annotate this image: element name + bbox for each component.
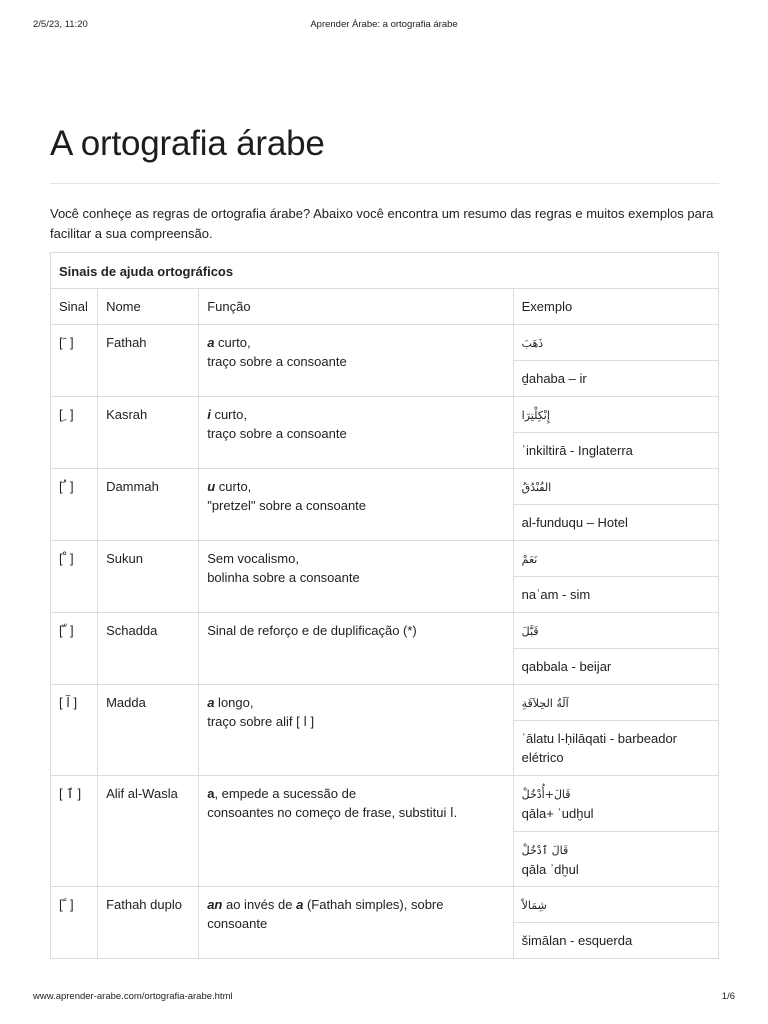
function-line2: traço sobre alif [ ا ] bbox=[207, 714, 315, 729]
sign-cell: [ َ ] bbox=[51, 325, 98, 397]
function-line2: traço sobre a consoante bbox=[207, 354, 347, 369]
sign-cell: [ ِ ] bbox=[51, 397, 98, 469]
function-bold: i bbox=[207, 407, 211, 422]
function-text: , empede a sucessão de bbox=[214, 786, 357, 801]
function-bold: a bbox=[207, 786, 215, 801]
example-transliteration: al-funduqu – Hotel bbox=[513, 505, 718, 541]
table-row bbox=[51, 613, 719, 649]
function-line2: "pretzel" sobre a consoante bbox=[207, 498, 367, 513]
print-date: 2/5/23, 11:20 bbox=[33, 19, 88, 30]
header-example: Exemplo bbox=[513, 289, 718, 325]
name-cell: Madda bbox=[98, 685, 199, 776]
table-caption-row bbox=[51, 253, 719, 289]
intro-paragraph: Você conheçe as regras de ortografia árabe? Abaixo você encontra um resumo das regras e muitos exemplos para facilitar a sua compreensão. bbox=[50, 206, 714, 241]
function-cell bbox=[199, 776, 513, 887]
header-function: Função bbox=[199, 289, 513, 325]
example-transliteration: ḏahaba – ir bbox=[513, 361, 718, 397]
example-arabic: ذَهَبَ bbox=[513, 325, 718, 361]
example-arabic: إِنْكِلْتِرَا bbox=[513, 397, 718, 433]
function-bold: a bbox=[207, 695, 215, 710]
function-text: curto, bbox=[214, 335, 251, 350]
sign-cell: [ ْ ] bbox=[51, 541, 98, 613]
function-bold: an bbox=[207, 897, 223, 912]
name-cell: Fathah duplo bbox=[98, 887, 199, 959]
function-cell bbox=[199, 397, 513, 469]
example-arabic: قَبَّلَ bbox=[513, 613, 718, 649]
table-row bbox=[51, 776, 719, 832]
example-transliteration: naʿam - sim bbox=[513, 577, 718, 613]
name-cell: Schadda bbox=[98, 613, 199, 685]
name-cell: Fathah bbox=[98, 325, 199, 397]
example-transliteration: qāla ʾdḫul bbox=[521, 862, 579, 877]
table-row bbox=[51, 325, 719, 361]
sign-cell: [ ً ] bbox=[51, 887, 98, 959]
example-arabic: شِمَالاً bbox=[513, 887, 718, 923]
function-bold: a bbox=[207, 335, 215, 350]
function-text: curto, bbox=[210, 407, 247, 422]
example-arabic: نَعَمْ bbox=[513, 541, 718, 577]
name-cell: Kasrah bbox=[98, 397, 199, 469]
function-cell bbox=[199, 325, 513, 397]
print-url: www.aprender-arabe.com/ortografia-arabe.html bbox=[33, 991, 233, 1002]
table-caption: Sinais de ajuda ortográficos bbox=[51, 253, 719, 289]
header-sign: Sinal bbox=[51, 289, 98, 325]
example-transliteration: ʾālatu l-ḥilāqati - barbeador elétrico bbox=[513, 721, 718, 776]
name-cell: Dammah bbox=[98, 469, 199, 541]
title-divider bbox=[50, 183, 719, 184]
table-row bbox=[51, 541, 719, 577]
function-text: Sem vocalismo, bbox=[207, 551, 299, 566]
function-line2: traço sobre a consoante bbox=[207, 426, 347, 441]
print-title: Aprender Árabe: a ortografia árabe bbox=[310, 19, 458, 30]
function-line2: consoantes no começo de frase, substitui ا. bbox=[207, 805, 458, 820]
function-text: ao invés de bbox=[222, 897, 297, 912]
sign-cell: [ آ ] bbox=[51, 685, 98, 776]
name-cell: Sukun bbox=[98, 541, 199, 613]
page-number: 1/6 bbox=[721, 991, 735, 1002]
function-line2: bolinha sobre a consoante bbox=[207, 570, 360, 585]
page-title: A ortografia árabe bbox=[50, 124, 325, 163]
table-row bbox=[51, 887, 719, 923]
print-footer bbox=[33, 991, 735, 1005]
example-transliteration: šimālan - esquerda bbox=[513, 923, 718, 959]
sign-cell: [ ُ ] bbox=[51, 469, 98, 541]
table-header-row bbox=[51, 289, 719, 325]
sign-cell: [ ّ ] bbox=[51, 613, 98, 685]
example-transliteration: qāla+ ʾudḫul bbox=[521, 806, 594, 821]
header-name: Nome bbox=[98, 289, 199, 325]
example-arabic: قَالَ ٱدْخُلْ qāla ʾdḫul bbox=[513, 832, 718, 887]
function-cell bbox=[199, 541, 513, 613]
example-transliteration: ʾinkiltirā - Inglaterra bbox=[513, 433, 718, 469]
function-text: (Fathah simples), sobre consoante bbox=[207, 897, 444, 931]
function-bold: a bbox=[296, 897, 304, 912]
function-cell bbox=[199, 685, 513, 776]
example-transliteration: qabbala - beijar bbox=[513, 649, 718, 685]
function-text: curto, bbox=[215, 479, 252, 494]
function-cell bbox=[199, 469, 513, 541]
table-row bbox=[51, 685, 719, 721]
name-cell: Alif al-Wasla bbox=[98, 776, 199, 887]
print-header bbox=[33, 19, 735, 33]
function-cell: Sinal de reforço e de duplificação (*) bbox=[199, 613, 513, 685]
function-text: longo, bbox=[214, 695, 254, 710]
table-row bbox=[51, 397, 719, 433]
example-arabic: الفُنْدُقُ bbox=[513, 469, 718, 505]
table-row bbox=[51, 469, 719, 505]
example-arabic: قَالَ+أُدْخُلْ qāla+ ʾudḫul bbox=[513, 776, 718, 832]
sign-cell: [ ٱ ] bbox=[51, 776, 98, 887]
example-arabic: آلَةُ الحِلاَقَةِ bbox=[513, 685, 718, 721]
orthography-signs-table bbox=[50, 252, 719, 959]
function-bold: u bbox=[207, 479, 216, 494]
function-cell bbox=[199, 887, 513, 959]
